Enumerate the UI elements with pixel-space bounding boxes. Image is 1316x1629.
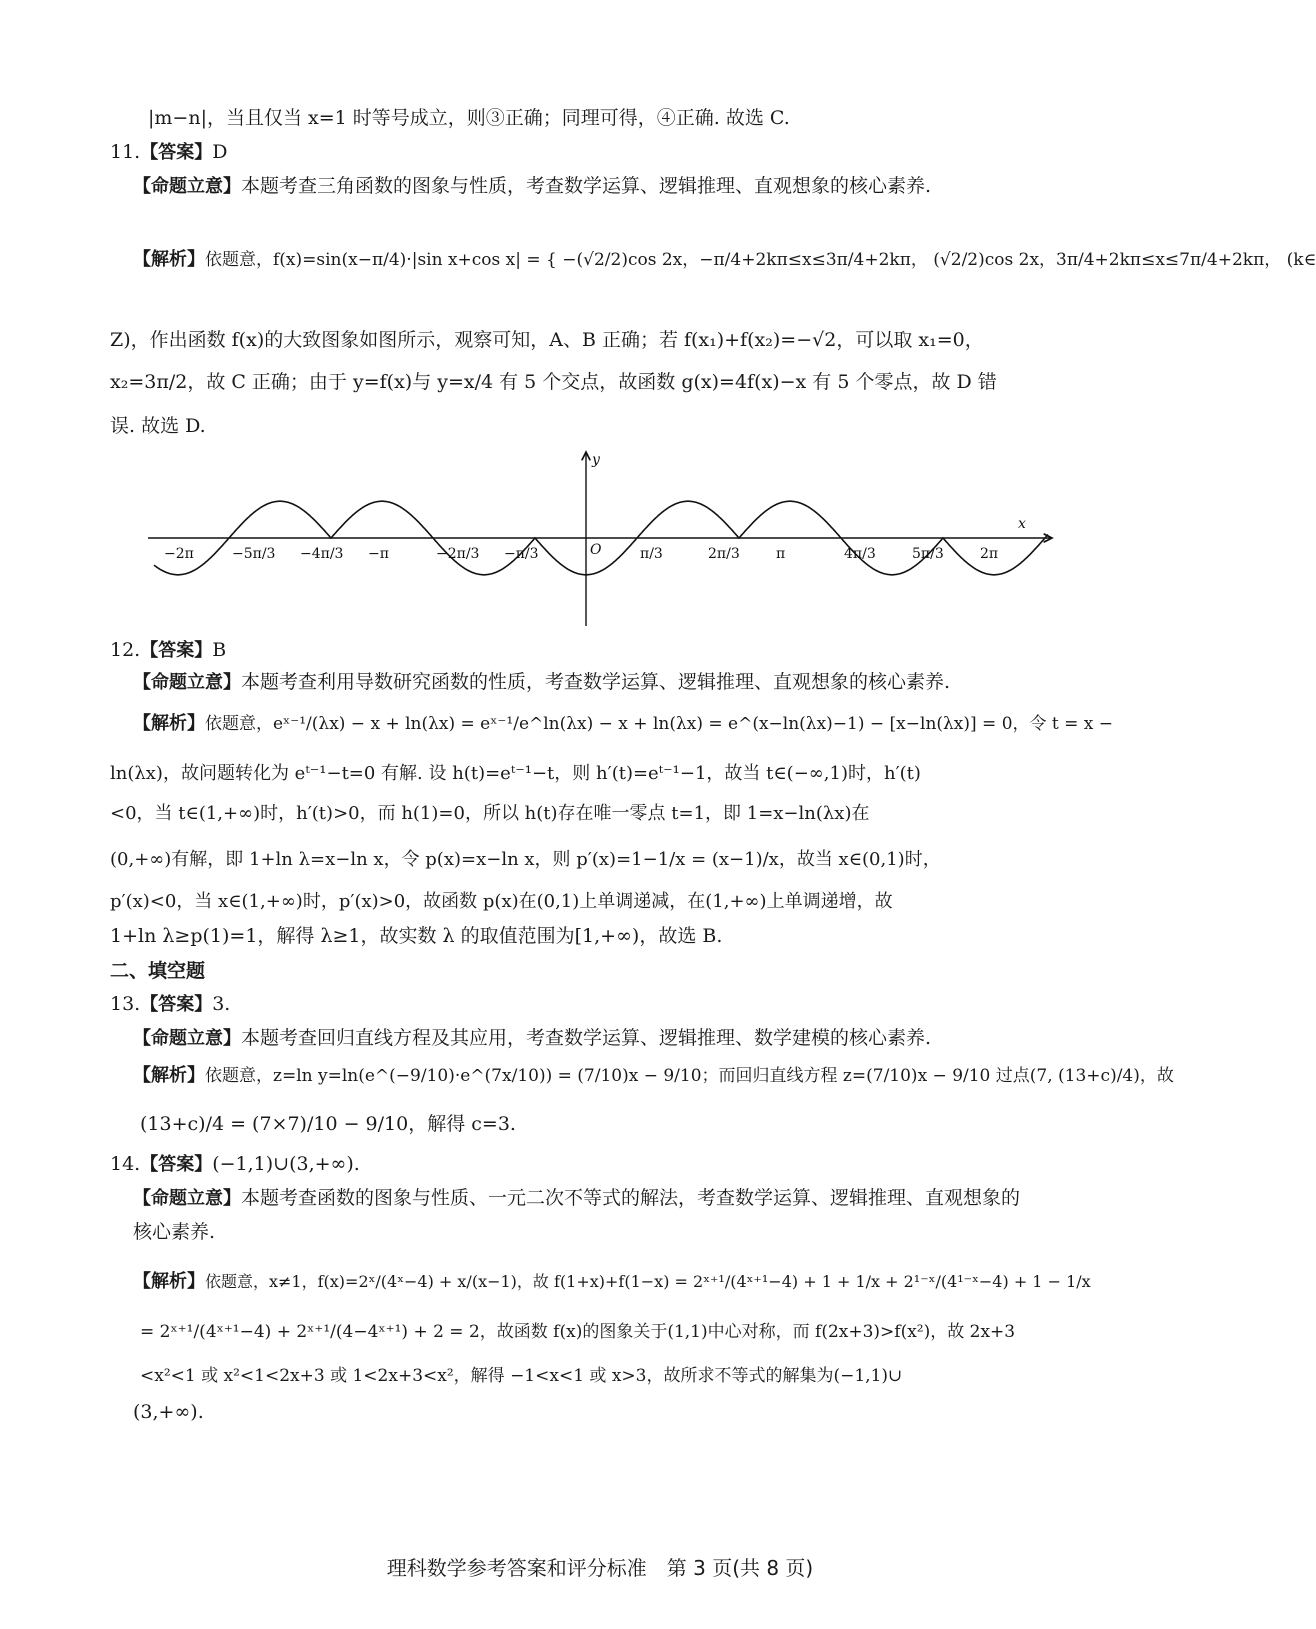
tick-label: −π xyxy=(368,546,389,562)
text-line xyxy=(110,368,997,396)
tick-label: π/3 xyxy=(640,546,663,562)
text-line xyxy=(133,1024,931,1053)
question-13-answer xyxy=(110,990,230,1019)
section-tag: 【命题立意】 xyxy=(133,672,241,693)
line-text: 依题意，z=ln y=ln(e^(−9/10)·e^(7x/10)) = (7/10)x − 9/10；而回归直线方程 z=(7/10)x − 9/10 过点(7, (13+c)/4)，故 xyxy=(205,1066,1174,1086)
line-text: <0，当 t∈(1,+∞)时，h′(t)>0，而 h(1)=0，所以 h(t)存在唯一零点 t=1，即 1=x−ln(λx)在 xyxy=(110,803,870,824)
answer-value: 3. xyxy=(212,993,231,1015)
line-text: 1+ln λ≥p(1)=1，解得 λ≥1，故实数 λ 的取值范围为[1,+∞)，故选 B. xyxy=(110,925,723,947)
line-text: p′(x)<0，当 x∈(1,+∞)时，p′(x)>0，故函数 p(x)在(0,1)上单调递减，在(1,+∞)上单调递增，故 xyxy=(110,891,893,912)
text-line xyxy=(110,888,893,916)
text-line xyxy=(133,1218,215,1246)
text-line xyxy=(148,104,790,132)
tick-label: π xyxy=(776,546,786,562)
line-text: 误. 故选 D. xyxy=(110,415,206,437)
section-tag: 【命题立意】 xyxy=(133,176,241,197)
x-axis-label: x xyxy=(1018,516,1026,532)
question-number: 14. xyxy=(110,1153,141,1175)
line-text: 本题考查函数的图象与性质、一元二次不等式的解法，考查数学运算、逻辑推理、直观想象的 xyxy=(241,1187,1021,1209)
section-tag: 【命题立意】 xyxy=(133,1188,241,1209)
line-text: |m−n|，当且仅当 x=1 时等号成立，则③正确；同理可得，④正确. 故选 C. xyxy=(148,107,790,129)
line-text: ln(λx)，故问题转化为 eᵗ⁻¹−t=0 有解. 设 h(t)=eᵗ⁻¹−t，则 h′(t)=eᵗ⁻¹−1，故当 t∈(−∞,1)时，h′(t) xyxy=(110,763,921,784)
question-number: 11. xyxy=(110,141,141,163)
section-heading: 二、填空题 xyxy=(110,960,206,982)
answer-value: D xyxy=(212,141,228,163)
text-line xyxy=(140,1362,902,1390)
section-tag: 【命题立意】 xyxy=(133,1028,241,1049)
text-line xyxy=(133,246,1316,274)
text-line xyxy=(133,172,931,201)
question-number: 13. xyxy=(110,993,141,1015)
text-line xyxy=(110,922,722,950)
line-text: Z)，作出函数 f(x)的大致图象如图所示，观察可知，A、B 正确；若 f(x₁)+f(x₂)=−√2，可以取 x₁=0， xyxy=(110,329,984,351)
text-line xyxy=(133,710,1113,738)
answer-tag: 【答案】 xyxy=(140,1154,213,1175)
tick-label: −π/3 xyxy=(504,546,539,562)
line-text: <x²<1 或 x²<1<2x+3 或 1<2x+3<x²，解得 −1<x<1 或 x>3，故所求不等式的解集为(−1,1)∪ xyxy=(140,1366,903,1386)
answer-tag: 【答案】 xyxy=(140,994,213,1015)
page-footer: 理科数学参考答案和评分标准 第 3 页(共 8 页) xyxy=(386,1556,814,1580)
answer-value: (−1,1)∪(3,+∞). xyxy=(212,1153,360,1175)
tick-label: 2π xyxy=(980,546,999,562)
answer-tag: 【答案】 xyxy=(140,640,213,661)
answer-value: B xyxy=(212,639,227,661)
line-text: 依题意，eˣ⁻¹/(λx) − x + ln(λx) = eˣ⁻¹/e^ln(λx) − x + ln(λx) = e^(x−ln(λx)−1) − [x−ln(λx)] = 0，令 t = x − xyxy=(205,714,1114,734)
tick-label: 5π/3 xyxy=(912,546,944,562)
line-text: 本题考查回归直线方程及其应用，考查数学运算、逻辑推理、数学建模的核心素养. xyxy=(241,1027,932,1049)
text-line xyxy=(133,668,950,697)
line-text: (13+c)/4 = (7×7)/10 − 9/10，解得 c=3. xyxy=(140,1113,516,1135)
line-text: = 2ˣ⁺¹/(4ˣ⁺¹−4) + 2ˣ⁺¹/(4−4ˣ⁺¹) + 2 = 2，故函数 f(x)的图象关于(1,1)中心对称，而 f(2x+3)>f(x²)，故 2x+3 xyxy=(140,1322,1016,1342)
text-line xyxy=(110,760,921,788)
line-text: 依题意，x≠1，f(x)=2ˣ/(4ˣ−4) + x/(x−1)，故 f(1+x)+f(1−x) = 2ˣ⁺¹/(4ˣ⁺¹−4) + 1 + 1/x + 2¹⁻ˣ/(4¹⁻ˣ−4) + 1 − 1/x xyxy=(205,1272,1091,1291)
text-line xyxy=(110,800,869,828)
line-text: 本题考查利用导数研究函数的性质，考查数学运算、逻辑推理、直观想象的核心素养. xyxy=(241,671,951,693)
y-axis-label: y xyxy=(592,452,600,468)
line-text: 本题考查三角函数的图象与性质，考查数学运算、逻辑推理、直观想象的核心素养. xyxy=(241,175,932,197)
tick-label: 2π/3 xyxy=(708,546,740,562)
section-tag: 【解析】 xyxy=(133,249,205,270)
section-tag: 【解析】 xyxy=(133,713,205,734)
question-14-answer xyxy=(110,1150,360,1179)
line-text: (3,+∞). xyxy=(133,1401,204,1423)
text-line xyxy=(133,1184,1020,1213)
line-text: 核心素养. xyxy=(133,1221,216,1243)
text-line xyxy=(110,326,984,354)
line-text: x₂=3π/2，故 C 正确；由于 y=f(x)与 y=x/4 有 5 个交点，故函数 g(x)=4f(x)−x 有 5 个零点，故 D 错 xyxy=(110,371,997,393)
line-text: (0,+∞)有解，即 1+ln λ=x−ln x，令 p(x)=x−ln x，则 p′(x)=1−1/x = (x−1)/x，故当 x∈(0,1)时， xyxy=(110,849,941,870)
question-11-answer xyxy=(110,138,227,167)
tick-label: −4π/3 xyxy=(300,546,344,562)
tick-label: −2π xyxy=(164,546,194,562)
text-line xyxy=(133,1062,1174,1090)
text-line xyxy=(140,1318,1015,1346)
function-graph xyxy=(140,448,1060,628)
answer-tag: 【答案】 xyxy=(140,142,213,163)
origin-label: O xyxy=(590,542,602,558)
text-line xyxy=(133,1268,1091,1296)
text-line xyxy=(110,412,206,440)
section-tag: 【解析】 xyxy=(133,1271,205,1292)
text-line xyxy=(133,1398,204,1426)
tick-label: −5π/3 xyxy=(232,546,276,562)
question-number: 12. xyxy=(110,639,141,661)
text-line xyxy=(140,1110,516,1138)
section-tag: 【解析】 xyxy=(133,1065,205,1086)
text-line xyxy=(110,846,941,874)
line-text: 依题意，f(x)=sin(x−π/4)·|sin x+cos x| = { −(√2/2)cos 2x，−π/4+2kπ≤x≤3π/4+2kπ， (√2/2)cos 2x，3π/4+2kπ≤x≤7π/4+2kπ， (k∈ xyxy=(205,250,1316,270)
tick-label: −2π/3 xyxy=(436,546,480,562)
tick-label: 4π/3 xyxy=(844,546,876,562)
question-12-answer xyxy=(110,636,226,665)
tick-labels xyxy=(164,546,998,562)
